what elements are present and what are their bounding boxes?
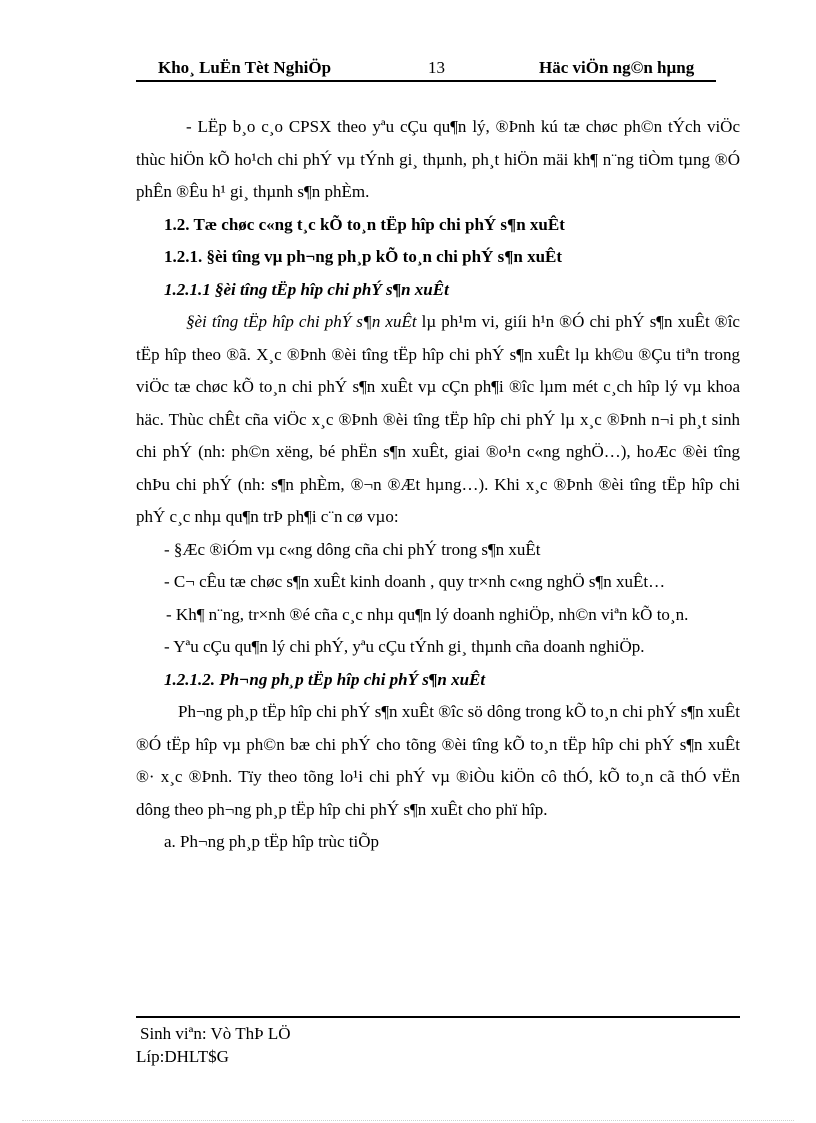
page-header: [136, 58, 716, 80]
paragraph-text: lµ ph¹m vi, giíi h¹n ®Ó chi phÝ s¶n xuÊt ®îc tËp hîp theo ®ã. X¸c ®Þnh ®èi tîng tËp hîp chi phÝ s¶n xuÊt lµ kh©u ®Çu tiªn trong viÖc tæ chøc kÕ to¸n chi phÝ s¶n xuÊt vµ cÇn ph¶i ®îc lµm mét c¸ch hîp lý vµ khoa häc. Thùc chÊt cña viÖc x¸c ®Þnh ®èi tîng tËp hîp chi phÝ lµ x¸c ®Þnh n¬i ph¸t sinh chi phÝ (nh: ph©n xëng, bé phËn s¶n xuÊt, giai ®o¹n c«ng nghÖ…), hoÆc ®èi tîng chÞu chi phÝ (nh: s¶n phÈm, ®¬n ®Æt hµng…). Khi x¸c ®Þnh ®èi tîng tËp hîp chi phÝ c¸c nhµ qu¶n trÞ ph¶i c¨n cø vµo:: [136, 312, 740, 526]
paragraph-lead-term: §èi tîng tËp hîp chi phÝ s¶n xuÊt: [186, 312, 417, 331]
section-heading-1-2: 1.2. Tæ chøc c«ng t¸c kÕ to¸n tËp hîp chi phÝ s¶n xuÊt: [164, 214, 565, 234]
list-item: - Yªu cÇu qu¶n lý chi phÝ, yªu cÇu tÝnh gi¸ thµnh cña doanh nghiÖp.: [164, 637, 645, 656]
page-footer: [136, 1022, 290, 1068]
header-divider: [136, 80, 716, 82]
list-item: - Kh¶ n¨ng, tr×nh ®é cña c¸c nhµ qu¶n lý doanh nghiÖp, nh©n viªn kÕ to¸n.: [166, 604, 689, 624]
list-item: - C¬ cÊu tæ chøc s¶n xuÊt kinh doanh , quy tr×nh c«ng nghÖ s¶n xuÊt…: [164, 572, 666, 591]
page-edge: [22, 1120, 794, 1121]
list-item: a. Ph¬ng ph¸p tËp hîp trùc tiÕp: [164, 832, 379, 851]
document-body: [136, 111, 740, 859]
paragraph: Ph¬ng ph¸p tËp hîp chi phÝ s¶n xuÊt ®îc sö dông trong kÕ to¸n chi phÝ s¶n xuÊt ®Ó tËp hîp vµ ph©n bæ chi phÝ cho tõng ®èi tîng kÕ to¸n tËp hîp chi phÝ s¶n xuÊt ®· x¸c ®Þnh. Tïy theo tõng lo¹i chi phÝ vµ ®iÒu kiÖn cô thÓ, kÕ to¸n cã thÓ vËn dông theo ph¬ng ph¸p tËp hîp chi phÝ s¶n xuÊt cho phï hîp.: [136, 702, 740, 819]
page-number: 13: [428, 58, 445, 77]
paragraph: [136, 306, 740, 534]
section-heading-1-2-1: 1.2.1. §èi tîng vµ ph¬ng ph¸p kÕ to¸n chi phÝ s¶n xuÊt: [164, 247, 563, 266]
header-title-right: Häc viÖn ng©n hµng: [539, 58, 695, 77]
header-title-left: Kho¸ LuËn Tèt NghiÖp: [158, 58, 332, 77]
section-heading-1-2-1-2: 1.2.1.2. Ph¬ng ph¸p tËp hîp chi phÝ s¶n xuÊt: [164, 669, 486, 689]
footer-student: Sinh viªn: Vò ThÞ LÖ: [140, 1024, 291, 1043]
footer-divider: [136, 1016, 740, 1018]
section-heading-1-2-1-1: 1.2.1.1 §èi tîng tËp hîp chi phÝ s¶n xuÊt: [164, 279, 449, 299]
footer-class: Líp:DHLT$G: [136, 1047, 229, 1066]
paragraph: - LËp b¸o c¸o CPSX theo yªu cÇu qu¶n lý, ®Þnh kú tæ chøc ph©n tÝch viÖc thùc hiÖn kÕ ho¹ch chi phÝ vµ tÝnh gi¸ thµnh, ph¸t hiÖn mäi kh¶ n¨ng tiÒm tµng ®Ó phÊn ®Êu h¹ gi¸ thµnh s¶n phÈm.: [136, 117, 740, 201]
list-item: - §Æc ®iÓm vµ c«ng dông cña chi phÝ trong s¶n xuÊt: [164, 539, 541, 559]
